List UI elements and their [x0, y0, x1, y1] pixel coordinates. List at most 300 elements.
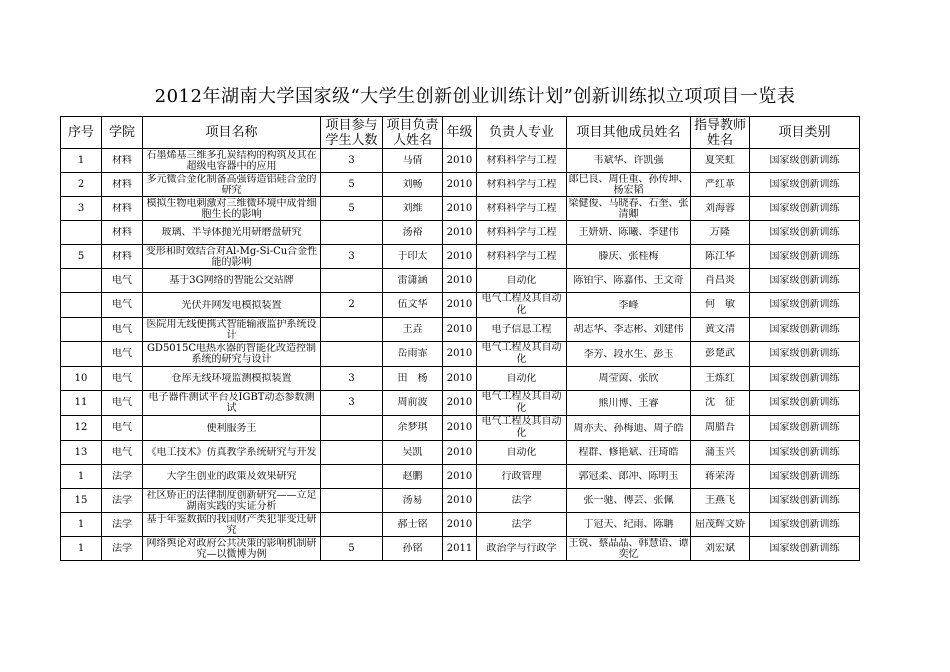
cell-members — [567, 367, 691, 391]
cell-no-text: 2 — [77, 178, 85, 190]
cell-leader-text: 郝士铭 — [397, 518, 428, 530]
cell-type — [750, 173, 860, 197]
cell-leader-text: 刘维 — [402, 202, 423, 214]
cell-college — [102, 318, 143, 342]
header-type: 项目类别 — [750, 117, 860, 149]
cell-project-name-text: 仓库无线环境监测模拟装置 — [171, 373, 292, 384]
cell-advisor-text: 刘海蓉 — [705, 202, 735, 214]
table-row — [61, 269, 860, 293]
cell-members — [567, 245, 691, 269]
table-row — [61, 441, 860, 465]
cell-project-name — [143, 245, 321, 269]
cell-college-text: 法学 — [112, 470, 132, 482]
cell-no-text: 1 — [77, 542, 85, 554]
cell-major-text: 自动化 — [506, 274, 537, 286]
cell-leader — [383, 293, 443, 318]
header-major: 负责人专业 — [477, 117, 567, 149]
cell-leader-text: 伍文华 — [397, 299, 428, 310]
cell-members-text: 梁健俊、马晓春、石奎、张清卿 — [568, 197, 689, 220]
cell-advisor — [691, 221, 750, 245]
cell-major-text: 电气工程及其自动化 — [481, 293, 562, 316]
cell-members — [567, 342, 691, 367]
cell-leader-text: 雷潇涵 — [397, 274, 428, 286]
cell-major-text: 电子信息工程 — [491, 323, 552, 335]
cell-members-text: 李峰 — [618, 299, 639, 311]
cell-advisor-text: 肖昌炎 — [705, 274, 735, 286]
cell-college — [102, 513, 143, 537]
cell-leader — [383, 489, 443, 513]
cell-project-name — [143, 269, 321, 293]
cell-advisor — [691, 245, 750, 269]
cell-project-name-text: 电子器件测试平台及IGBT动态参数测试 — [148, 392, 315, 414]
cell-project-name-text: 医院用无线便携式智能输液监护系统设计 — [146, 318, 317, 341]
cell-no — [61, 149, 102, 173]
cell-student-count — [321, 391, 383, 416]
cell-grade-text: 2010 — [446, 202, 473, 214]
cell-student-count — [321, 441, 383, 465]
cell-no — [61, 342, 102, 367]
header-leader: 项目负责人姓名 — [383, 117, 443, 149]
cell-project-name-text: GD5015C电热水器的智能化改造控制系统的研究与设计 — [146, 343, 317, 365]
cell-type-text: 国家级创新训练 — [769, 323, 840, 335]
header-project-name: 项目名称 — [143, 117, 321, 149]
cell-major — [477, 391, 567, 416]
cell-student-count-text: 5 — [348, 178, 355, 190]
cell-leader — [383, 318, 443, 342]
cell-type — [750, 221, 860, 245]
cell-members — [567, 441, 691, 465]
cell-leader-text: 孙铭 — [402, 542, 423, 554]
cell-leader-text: 赵鹏 — [402, 470, 423, 482]
cell-advisor — [691, 537, 750, 561]
cell-grade — [443, 318, 477, 342]
cell-project-name-text: 变形和时效结合对Al-Mg-Si-Cu合金性能的影响 — [145, 245, 318, 268]
cell-advisor-text: 陈江华 — [705, 250, 735, 262]
cell-grade-text: 2010 — [446, 372, 473, 384]
table-row — [61, 465, 860, 489]
cell-grade-text: 2010 — [446, 397, 473, 408]
cell-leader-text: 汤裕 — [402, 226, 423, 238]
cell-grade — [443, 513, 477, 537]
cell-college-text: 电气 — [112, 446, 132, 458]
cell-college — [102, 441, 143, 465]
cell-leader — [383, 197, 443, 221]
cell-project-name — [143, 293, 321, 318]
cell-project-name-text: 基于年鉴数据的我国财产类犯罪变迁研究 — [146, 513, 317, 536]
cell-project-name — [143, 221, 321, 245]
cell-no — [61, 367, 102, 391]
cell-advisor — [691, 293, 750, 318]
cell-type — [750, 367, 860, 391]
cell-no — [61, 293, 102, 318]
cell-college — [102, 367, 143, 391]
cell-project-name-text: 社区矫正的法律制度创新研究——立足湖南实践的实证分析 — [146, 489, 317, 512]
cell-advisor-text: 王炼红 — [705, 372, 735, 384]
cell-student-count — [321, 293, 383, 318]
cell-student-count-text: 3 — [348, 250, 355, 262]
cell-student-count — [321, 197, 383, 221]
cell-college — [102, 342, 143, 367]
cell-leader — [383, 367, 443, 391]
cell-major — [477, 367, 567, 391]
cell-type — [750, 197, 860, 221]
cell-student-count — [321, 149, 383, 173]
cell-project-name-text: 大学生创业的政策及效果研究 — [166, 471, 297, 482]
cell-leader — [383, 513, 443, 537]
cell-major-text: 自动化 — [506, 372, 537, 384]
cell-grade-text: 2010 — [446, 226, 473, 238]
cell-no — [61, 197, 102, 221]
cell-no — [61, 318, 102, 342]
cell-college-text: 法学 — [112, 542, 132, 554]
cell-student-count — [321, 367, 383, 391]
table-row — [61, 197, 860, 221]
cell-college — [102, 416, 143, 441]
cell-members — [567, 221, 691, 245]
cell-members-text: 李芳、段水生、彭玉 — [583, 348, 674, 360]
cell-advisor-text: 夏笑虹 — [705, 154, 735, 166]
cell-student-count — [321, 245, 383, 269]
cell-college — [102, 197, 143, 221]
cell-members-text: 胡志华、李志彬、刘建伟 — [573, 324, 684, 335]
cell-members — [567, 489, 691, 513]
cell-major — [477, 293, 567, 318]
cell-type-text: 国家级创新训练 — [769, 372, 840, 384]
cell-leader-text: 王垚 — [402, 323, 423, 335]
cell-type — [750, 318, 860, 342]
cell-type-text: 国家级创新训练 — [769, 226, 840, 238]
cell-major-text: 政治学与行政学 — [486, 542, 557, 554]
cell-college-text: 电气 — [112, 422, 132, 433]
cell-advisor — [691, 318, 750, 342]
cell-advisor-text: 蒲玉兴 — [705, 446, 735, 458]
table-row — [61, 221, 860, 245]
cell-advisor-text: 屈茂辉文娇 — [695, 518, 745, 530]
cell-grade-text: 2010 — [446, 518, 473, 530]
cell-leader — [383, 342, 443, 367]
cell-members — [567, 537, 691, 561]
cell-major-text: 行政管理 — [501, 470, 542, 482]
cell-no — [61, 416, 102, 441]
cell-project-name — [143, 441, 321, 465]
cell-grade — [443, 245, 477, 269]
cell-type — [750, 245, 860, 269]
cell-leader — [383, 537, 443, 561]
cell-members — [567, 513, 691, 537]
cell-advisor-text: 周腊吾 — [705, 422, 735, 433]
cell-grade — [443, 342, 477, 367]
cell-advisor — [691, 441, 750, 465]
cell-members-text: 张一驰、傅芸、张佩 — [583, 495, 674, 506]
table-row — [61, 367, 860, 391]
cell-college — [102, 173, 143, 197]
cell-advisor — [691, 465, 750, 489]
cell-student-count-text: 5 — [348, 542, 355, 554]
cell-grade — [443, 173, 477, 197]
cell-major — [477, 489, 567, 513]
cell-members — [567, 293, 691, 318]
cell-type-text: 国家级创新训练 — [769, 348, 840, 359]
cell-college — [102, 245, 143, 269]
cell-type-text: 国家级创新训练 — [769, 178, 840, 190]
cell-members-text: 陈铂宇、陈嘉伟、王文奇 — [573, 275, 684, 286]
header-advisor: 指导教师姓名 — [691, 117, 750, 149]
cell-project-name — [143, 367, 321, 391]
cell-major — [477, 537, 567, 561]
cell-members-text: 滕庆、张桂梅 — [598, 251, 659, 262]
cell-project-name — [143, 537, 321, 561]
cell-members — [567, 391, 691, 416]
cell-no — [61, 391, 102, 416]
cell-leader-text: 汤易 — [402, 494, 423, 506]
cell-type-text: 国家级创新训练 — [769, 518, 840, 530]
cell-type-text: 国家级创新训练 — [769, 470, 840, 482]
cell-student-count — [321, 513, 383, 537]
cell-members — [567, 269, 691, 293]
cell-grade-text: 2010 — [446, 178, 473, 190]
cell-college — [102, 465, 143, 489]
cell-grade — [443, 441, 477, 465]
cell-no-text: 11 — [74, 397, 88, 408]
cell-type-text: 国家级创新训练 — [769, 422, 840, 433]
cell-type-text: 国家级创新训练 — [769, 202, 840, 214]
cell-project-name-text: 石墨烯基三维多孔炭结构的构筑及其在超级电容器中的应用 — [146, 149, 317, 172]
cell-advisor — [691, 173, 750, 197]
cell-leader-text: 于印太 — [397, 250, 428, 262]
cell-no — [61, 441, 102, 465]
cell-type-text: 国家级创新训练 — [769, 542, 840, 554]
cell-leader — [383, 269, 443, 293]
cell-college-text: 电气 — [112, 372, 132, 384]
cell-project-name-text: 《电工技术》仿真教学系统研究与开发 — [146, 447, 317, 458]
cell-advisor-text: 王燕飞 — [705, 494, 735, 506]
cell-major-text: 法学 — [511, 494, 532, 506]
cell-members — [567, 173, 691, 197]
cell-grade-text: 2010 — [446, 274, 473, 286]
cell-members-text: 周亦夫、孙梅迪、周子皓 — [573, 422, 684, 434]
table-row — [61, 173, 860, 197]
cell-project-name — [143, 342, 321, 367]
cell-grade — [443, 221, 477, 245]
cell-grade-text: 2010 — [446, 348, 473, 359]
cell-type-text: 国家级创新训练 — [769, 299, 840, 310]
cell-type — [750, 269, 860, 293]
cell-grade-text: 2010 — [446, 154, 473, 166]
cell-leader-text: 吴凯 — [402, 446, 423, 458]
cell-leader — [383, 221, 443, 245]
cell-advisor-text: 何 敏 — [705, 299, 735, 310]
cell-advisor — [691, 269, 750, 293]
cell-leader — [383, 416, 443, 441]
cell-no-text: 1 — [77, 518, 85, 530]
project-table — [60, 116, 860, 561]
cell-type — [750, 293, 860, 318]
cell-project-name — [143, 173, 321, 197]
cell-type-text: 国家级创新训练 — [769, 274, 840, 286]
cell-major-text: 自动化 — [506, 446, 537, 458]
cell-major — [477, 173, 567, 197]
cell-type — [750, 149, 860, 173]
cell-grade — [443, 149, 477, 173]
table-row — [61, 513, 860, 537]
cell-college-text: 材料 — [112, 250, 132, 262]
cell-major — [477, 221, 567, 245]
cell-major-text: 材料科学与工程 — [486, 250, 557, 262]
cell-grade — [443, 293, 477, 318]
cell-members — [567, 149, 691, 173]
cell-no-text: 13 — [74, 446, 88, 458]
cell-advisor-text: 黄文清 — [705, 323, 735, 335]
cell-leader — [383, 149, 443, 173]
cell-college-text: 电气 — [112, 299, 132, 310]
cell-student-count-text: 3 — [348, 372, 355, 384]
cell-grade-text: 2010 — [446, 250, 473, 262]
cell-type — [750, 537, 860, 561]
cell-major — [477, 269, 567, 293]
cell-student-count — [321, 416, 383, 441]
cell-college — [102, 489, 143, 513]
cell-no-text: 12 — [74, 422, 88, 433]
cell-college-text: 电气 — [112, 348, 132, 359]
cell-major-text: 材料科学与工程 — [486, 154, 557, 166]
cell-leader — [383, 441, 443, 465]
cell-project-name-text: 网络舆论对政府公共决策的影响机制研究—以微博为例 — [146, 537, 317, 560]
cell-type — [750, 513, 860, 537]
cell-student-count — [321, 221, 383, 245]
cell-project-name — [143, 513, 321, 537]
cell-student-count — [321, 465, 383, 489]
cell-leader — [383, 465, 443, 489]
cell-grade — [443, 416, 477, 441]
cell-grade — [443, 489, 477, 513]
cell-major — [477, 513, 567, 537]
cell-type-text: 国家级创新训练 — [769, 397, 840, 408]
cell-college — [102, 269, 143, 293]
cell-no — [61, 513, 102, 537]
cell-leader — [383, 173, 443, 197]
cell-type — [750, 391, 860, 416]
table-row — [61, 245, 860, 269]
cell-leader-text: 田 杨 — [397, 372, 428, 384]
cell-members-text: 周莹茵、张欣 — [598, 373, 659, 384]
cell-student-count-text: 3 — [348, 397, 355, 408]
cell-leader-text: 岳雨霏 — [397, 348, 428, 359]
cell-major-text: 电气工程及其自动化 — [481, 342, 562, 365]
cell-college — [102, 391, 143, 416]
cell-advisor-text: 刘宏斌 — [705, 542, 735, 554]
cell-advisor-text: 严红革 — [705, 178, 735, 190]
cell-college-text: 法学 — [112, 518, 132, 530]
cell-grade-text: 2011 — [446, 542, 473, 554]
cell-advisor-text: 沈 征 — [705, 397, 735, 408]
cell-advisor — [691, 367, 750, 391]
cell-no-text: 10 — [74, 372, 88, 384]
cell-leader — [383, 245, 443, 269]
cell-student-count — [321, 318, 383, 342]
cell-no — [61, 489, 102, 513]
cell-college-text: 法学 — [112, 494, 132, 506]
cell-no — [61, 221, 102, 245]
cell-advisor-text: 蒋荣涛 — [705, 470, 735, 482]
cell-type — [750, 441, 860, 465]
cell-members — [567, 197, 691, 221]
cell-leader-text: 周前波 — [397, 397, 428, 408]
cell-members-text: 郎巳良、周任重、孙传坤、杨宏韬 — [568, 173, 689, 196]
cell-members-text: 王妍妍、陈曦、李建伟 — [578, 227, 679, 238]
cell-type-text: 国家级创新训练 — [769, 250, 840, 262]
table-row — [61, 489, 860, 513]
cell-members-text: 郭冠柔、郎冲、陈明玉 — [578, 471, 679, 482]
cell-advisor — [691, 391, 750, 416]
cell-grade-text: 2010 — [446, 446, 473, 458]
cell-type-text: 国家级创新训练 — [769, 494, 840, 506]
table-row — [61, 537, 860, 561]
cell-student-count — [321, 269, 383, 293]
cell-no-text: 3 — [77, 202, 85, 214]
cell-college — [102, 221, 143, 245]
page-title: 2012年湖南大学国家级“大学生创新创业训练计划”创新训练拟立项项目一览表 — [154, 86, 796, 107]
cell-no-text: 15 — [74, 494, 88, 506]
cell-type — [750, 465, 860, 489]
cell-leader-text: 刘畅 — [402, 178, 423, 190]
cell-leader — [383, 391, 443, 416]
cell-college-text: 电气 — [112, 323, 132, 335]
cell-project-name — [143, 416, 321, 441]
cell-student-count — [321, 489, 383, 513]
cell-project-name — [143, 391, 321, 416]
table-row — [61, 318, 860, 342]
cell-no-text: 5 — [77, 250, 85, 262]
cell-advisor — [691, 513, 750, 537]
cell-student-count-text: 2 — [348, 299, 355, 310]
cell-project-name — [143, 197, 321, 221]
cell-major-text: 电气工程及其自动化 — [481, 391, 562, 414]
cell-type — [750, 416, 860, 441]
cell-no — [61, 537, 102, 561]
cell-major — [477, 416, 567, 441]
cell-project-name — [143, 489, 321, 513]
cell-no — [61, 245, 102, 269]
cell-major-text: 材料科学与工程 — [486, 226, 557, 238]
table-row — [61, 391, 860, 416]
cell-grade-text: 2010 — [446, 422, 473, 433]
cell-grade — [443, 367, 477, 391]
cell-student-count — [321, 342, 383, 367]
cell-members-text: 熊川博、王睿 — [598, 397, 659, 409]
cell-advisor-text: 彭楚武 — [705, 348, 735, 359]
cell-leader-text: 余梦琪 — [397, 422, 428, 433]
cell-grade — [443, 197, 477, 221]
cell-advisor — [691, 489, 750, 513]
cell-project-name — [143, 149, 321, 173]
header-members: 项目其他成员姓名 — [567, 117, 691, 149]
cell-project-name-text: 多元微合金化制备高强铸造铝硅合金的研究 — [146, 173, 317, 196]
cell-college-text: 材料 — [112, 154, 132, 166]
cell-major — [477, 441, 567, 465]
cell-advisor — [691, 416, 750, 441]
cell-project-name-text: 模拟生物电刺激对三维微环境中成骨细胞生长的影响 — [146, 197, 317, 220]
cell-grade-text: 2010 — [446, 470, 473, 482]
cell-major — [477, 149, 567, 173]
cell-members-text: 程群、修艳斌、汪琦皓 — [578, 447, 679, 458]
table-row — [61, 293, 860, 318]
cell-type-text: 国家级创新训练 — [769, 446, 840, 458]
header-college: 学院 — [102, 117, 143, 149]
cell-advisor — [691, 149, 750, 173]
header-student-count: 项目参与学生人数 — [321, 117, 383, 149]
cell-leader-text: 马倩 — [402, 154, 423, 166]
cell-college — [102, 149, 143, 173]
